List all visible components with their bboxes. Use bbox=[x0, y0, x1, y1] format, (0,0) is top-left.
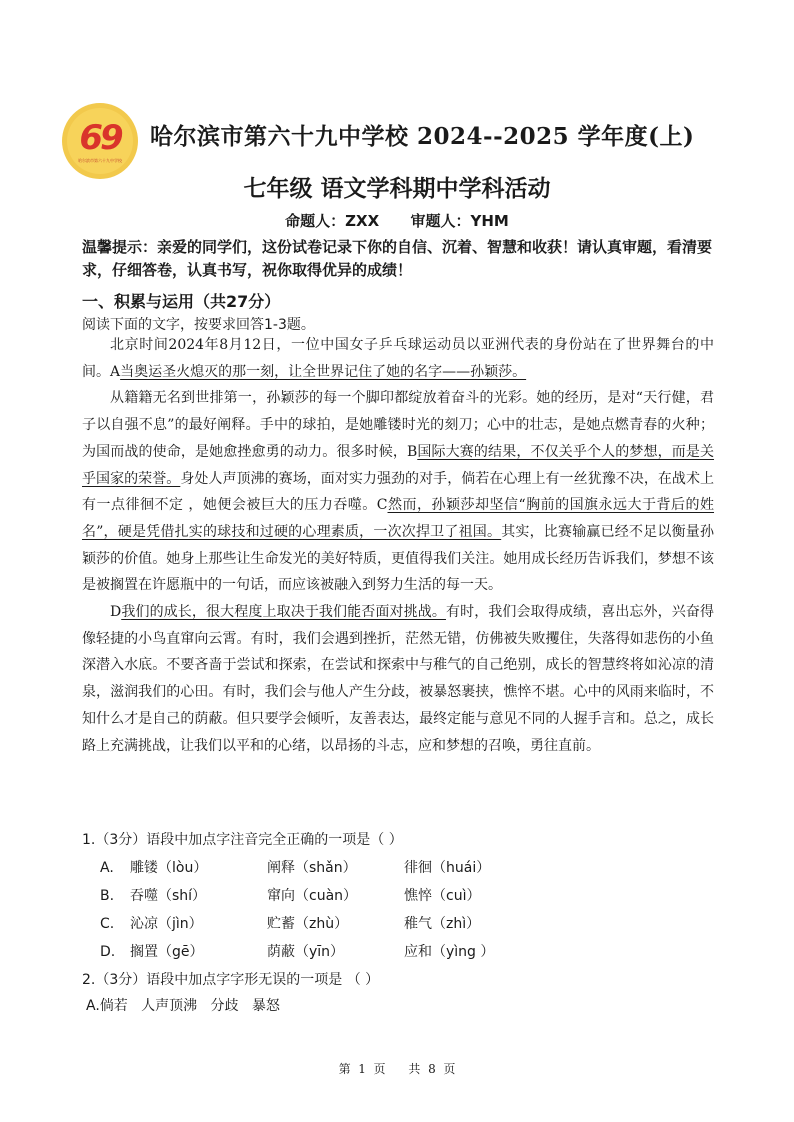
option-item: 憔悴（cuì） bbox=[404, 888, 481, 904]
passage-text: D bbox=[110, 604, 122, 621]
page-title: 哈尔滨市第六十九中学校 2024--2025 学年度(上) bbox=[150, 123, 695, 150]
option-item: 稚气（zhì） bbox=[404, 916, 481, 932]
logo-badge bbox=[67, 108, 133, 174]
question-2-option-a: A.倘若 人声顶沸 分歧 暴怒 bbox=[86, 998, 280, 1014]
passage-text: 身处人声顶沸的赛场，面对实力强劲的对手，倘若在心理上有一丝犹豫不决，在战术上有一点徘徊不定 ，她便会被巨大的压力吞噬。C bbox=[82, 470, 715, 514]
authors-line: 命题人：ZXX 审题人：YHM bbox=[285, 212, 509, 230]
option-letter: D. bbox=[100, 944, 116, 960]
option-item: 窜向（cuàn） bbox=[267, 888, 358, 904]
option-item: 荫蔽（yīn） bbox=[267, 944, 345, 960]
question-1-option-b bbox=[82, 882, 722, 910]
passage-text: 其实，比赛输赢已经不足以衡量孙颖莎的价值。她身上那些让生命发光的美好特质，更值得我们关注。她用成长经历告诉我们，梦想不该是被搁置在许愿瓶中的一句话，而应该被融入到努力生活的每一天。 bbox=[82, 523, 715, 594]
option-item: 徘徊（huái） bbox=[404, 860, 491, 876]
page-footer: 第 1 页 共 8 页 bbox=[338, 1062, 456, 1076]
passage-paragraph-2 bbox=[82, 385, 714, 599]
question-1-option-c bbox=[82, 910, 722, 938]
option-letter: B. bbox=[100, 888, 115, 904]
underlined-sentence-c: 然而，孙颖莎却坚信“胸前的国旗永远大于背后的姓名”，硬是凭借扎实的球技和过硬的心理素质，一次次捍卫了祖国。 bbox=[82, 497, 715, 540]
underlined-sentence-d: 我们的成长，很大程度上取决于我们能否面对挑战。 bbox=[121, 604, 446, 621]
underlined-sentence-b: 国际大赛的结果，不仅关乎个人的梦想，而是关乎国家的荣誉。 bbox=[82, 443, 715, 487]
option-letter: A. bbox=[100, 860, 114, 876]
option-item: 应和（yìng ） bbox=[404, 944, 495, 960]
option-item: 吞噬（shí） bbox=[130, 888, 207, 904]
question-1-option-a bbox=[82, 854, 722, 882]
question-2-stem: 2.（3分）语段中加点字字形无误的一项是 （ ） bbox=[82, 972, 380, 988]
questions-block bbox=[82, 826, 722, 1018]
reading-passage bbox=[82, 332, 714, 759]
option-item: 阐释（shǎn） bbox=[267, 860, 357, 876]
passage-paragraph-3 bbox=[82, 599, 714, 759]
logo-number: 69 bbox=[79, 118, 121, 158]
section-title: 一、积累与运用（共27分） bbox=[82, 292, 281, 311]
option-item: 搁置（gē） bbox=[130, 944, 204, 960]
passage-paragraph-1 bbox=[82, 332, 714, 385]
passage-text: 从籍籍无名到世排第一，孙颖莎的每一个脚印都绽放着奋斗的光彩。她的经历，是对“天行健，君子以自强不息”的最好阐释。手中的球拍，是她雕镂时光的刻刀；心中的壮志，是她点燃青春的火种；为国而战的使命，是她愈挫愈勇的动力。很多时候，B bbox=[82, 390, 714, 460]
passage-text: 北京时间2024年8月12日，一位中国女子乒乓球运动员以亚洲代表的身份站在了世界舞台的中间。A bbox=[82, 337, 714, 380]
question-1-option-d bbox=[82, 938, 722, 966]
warm-tip: 温馨提示：亲爱的同学们，这份试卷记录下你的自信、沉着、智慧和收获！请认真审题，看清要求，仔细答卷，认真书写，祝你取得优异的成绩！ bbox=[82, 238, 713, 279]
option-item: 雕镂（lòu） bbox=[130, 860, 208, 876]
option-letter: C. bbox=[100, 916, 115, 932]
question-1-stem: 1.（3分）语段中加点字注音完全正确的一项是（ ） bbox=[82, 832, 403, 848]
option-item: 贮蓄（zhù） bbox=[267, 916, 349, 932]
option-item: 沁凉（jìn） bbox=[130, 916, 203, 932]
logo-caption: 哈尔滨市第六十九中学校 bbox=[78, 158, 122, 163]
passage-text: 有时，我们会取得成绩，喜出忘外，兴奋得像轻捷的小鸟直窜向云霄。有时，我们会遇到挫折，茫然无错，仿佛被失败攫住，失落得如悲伤的小鱼深潜入水底。不要吝啬于尝试和探索，在尝试和探索中与稚气的自己绝别，成长的智慧终将如沁凉的清泉，滋润我们的心田。有时，我们会与他人产生分歧，被暴怒裹挟，憔悴不堪。心中的风雨来临时，不知什么才是自己的荫蔽。但只要学会倾听，友善表达，最终定能与意见不同的人握手言和。总之，成长路上充满挑战，让我们以平和的心绪，以昂扬的斗志，应和梦想的召唤，勇往直前。 bbox=[82, 604, 715, 754]
page-subtitle: 七年级 语文学科期中学科活动 bbox=[243, 175, 551, 202]
school-logo bbox=[62, 103, 138, 179]
underlined-sentence-a: 当奥运圣火熄灭的那一刻，让全世界记住了她的名字——孙颖莎。 bbox=[120, 363, 527, 380]
section-intro: 阅读下面的文字，按要求回答1-3题。 bbox=[82, 317, 315, 333]
